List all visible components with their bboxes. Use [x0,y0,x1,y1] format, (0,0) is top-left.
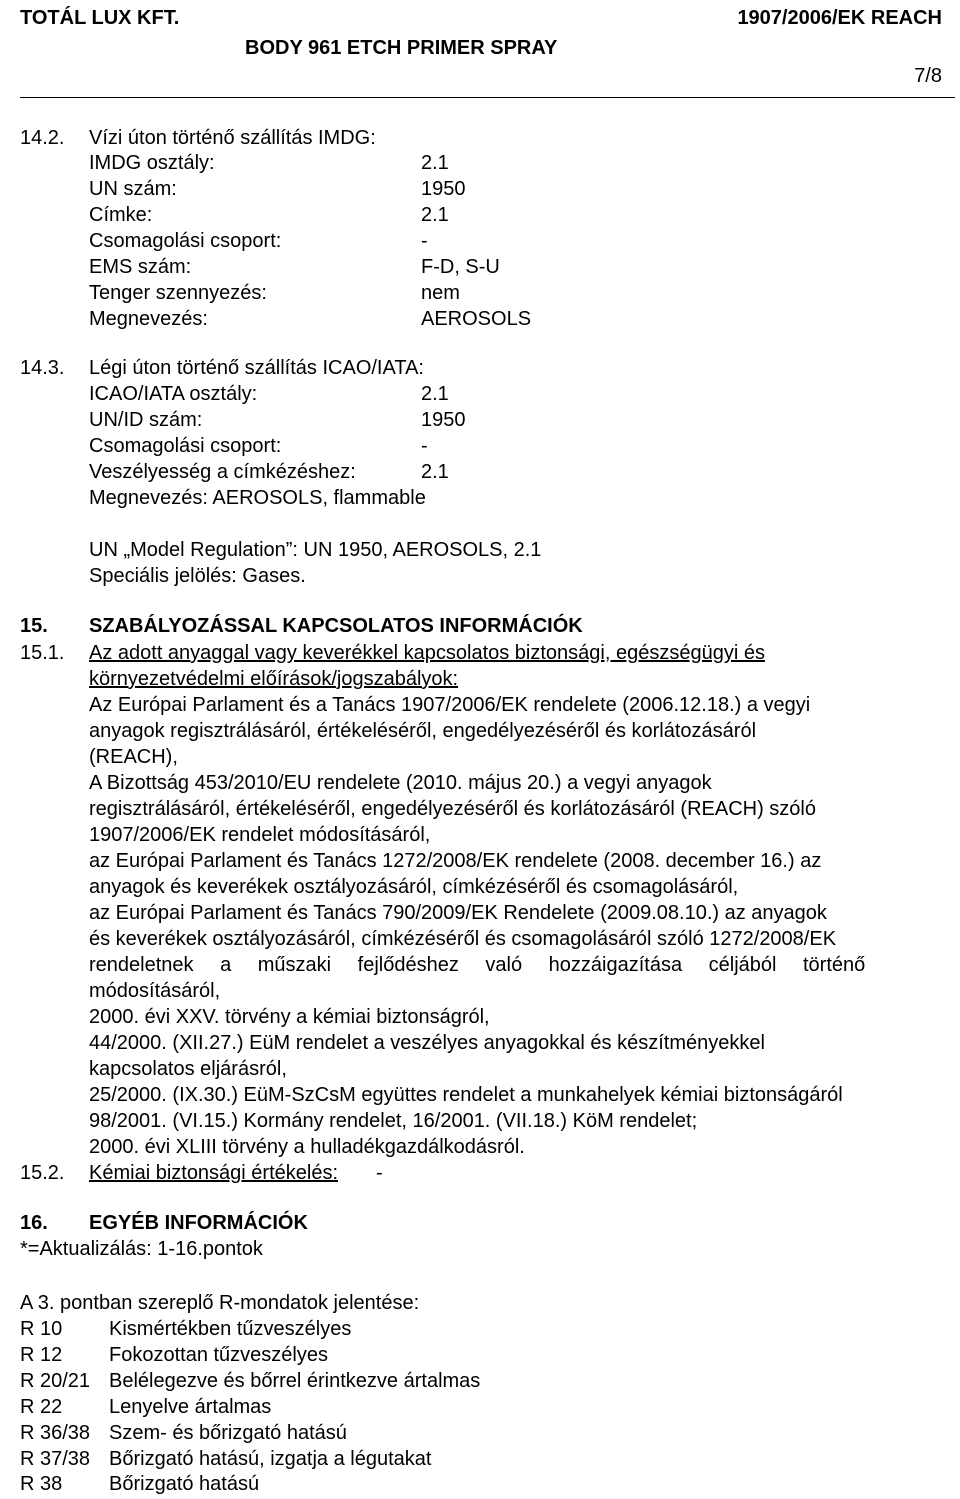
field-label: ICAO/IATA osztály: [89,383,258,405]
field-label: Csomagolási csoport: [89,435,282,457]
r-phrase-code: R 20/21 [20,1370,91,1392]
page-number: 7/8 [914,65,942,87]
regulation-line: (REACH), [89,746,178,768]
field-value: 1950 [421,178,466,200]
field-label: UN/ID szám: [89,409,203,431]
regulation-line: és keverékek osztályozásáról, címkézéséről és csomagolásáról szóló 1272/2008/EK [89,928,837,950]
field-label: Címke: [89,204,153,226]
r-phrase-code: R 38 [20,1473,63,1495]
subsection-number: 15.1. [20,642,65,664]
field-value: - [421,230,428,252]
company-name: TOTÁL LUX KFT. [20,7,180,29]
section-title: SZABÁLYOZÁSSAL KAPCSOLATOS INFORMÁCIÓK [89,615,583,637]
subsection-title: Kémiai biztonsági értékelés: [89,1162,339,1184]
regulation-line: regisztrálásáról, értékeléséről, engedélyezéséről és korlátozásáról (REACH) szóló [89,798,816,820]
field-label: EMS szám: [89,256,192,278]
r-phrase-code: R 12 [20,1344,63,1366]
r-phrase-text: Bőrizgató hatású [109,1473,260,1495]
section-number: 16. [20,1212,48,1234]
r-phrase-text: Fokozottan tűzveszélyes [109,1344,328,1366]
regulation-line: anyagok regisztrálásáról, értékeléséről, engedélyezéséről és korlátozásáról [89,720,757,742]
section-number: 14.3. [20,357,65,379]
section-title: Légi úton történő szállítás ICAO/IATA: [89,357,424,379]
regulation-line: módosításáról, [89,980,221,1002]
un-regulation-line: UN „Model Regulation”: UN 1950, AEROSOLS, 2.1 [89,539,542,561]
field-value: 2.1 [421,461,449,483]
r-phrase-text: Lenyelve ártalmas [109,1396,272,1418]
r-phrase-code: R 37/38 [20,1448,91,1470]
regulation-line: rendeletnek a műszaki fejlődéshez való hozzáigazítása céljából történő [89,954,866,976]
field-value: AEROSOLS [421,308,532,330]
regulation-line: 98/2001. (VI.15.) Kormány rendelet, 16/2001. (VII.18.) KöM rendelet; [89,1110,698,1132]
field-value: 2.1 [421,383,449,405]
regulation-line: Az Európai Parlament és a Tanács 1907/2006/EK rendelete (2006.12.18.) a vegyi [89,694,811,716]
field-value: - [421,435,428,457]
r-phrase-code: R 22 [20,1396,63,1418]
field-label: UN szám: [89,178,177,200]
r-phrases-intro: A 3. pontban szereplő R-mondatok jelentése: [20,1292,420,1314]
r-phrase-code: R 10 [20,1318,63,1340]
section-title: Vízi úton történő szállítás IMDG: [89,127,376,149]
field-value: 1950 [421,409,466,431]
field-label: Tenger szennyezés: [89,282,267,304]
regulation-line: az Európai Parlament és Tanács 790/2009/EK Rendelete (2009.08.10.) az anyagok [89,902,827,924]
field-value: F-D, S-U [421,256,500,278]
regulation-line: 44/2000. (XII.27.) EüM rendelet a veszélyes anyagokkal és készítményekkel [89,1032,765,1054]
product-name: BODY 961 ETCH PRIMER SPRAY [245,37,558,59]
field-label: Megnevezés: [89,308,208,330]
subsection-value: - [376,1162,383,1184]
r-phrase-text: Kismértékben tűzveszélyes [109,1318,352,1340]
regulation-line: A Bizottság 453/2010/EU rendelete (2010. május 20.) a vegyi anyagok [89,772,712,794]
field-label: Veszélyesség a címkézéshez: [89,461,356,483]
field-label: IMDG osztály: [89,152,215,174]
section-title: EGYÉB INFORMÁCIÓK [89,1212,308,1234]
regulation-line: anyagok és keverékek osztályozásáról, címkézéséről és csomagolásáról, [89,876,739,898]
header-divider [20,97,955,98]
update-note: *=Aktualizálás: 1-16.pontok [20,1238,263,1260]
r-phrase-code: R 36/38 [20,1422,91,1444]
regulation-line: 25/2000. (IX.30.) EüM-SzCsM együttes rendelet a munkahelyek kémiai biztonságáról [89,1084,843,1106]
section-number: 14.2. [20,127,65,149]
regulation-line: kapcsolatos eljárásról, [89,1058,287,1080]
special-marking-line: Speciális jelölés: Gases. [89,565,306,587]
field-value: 2.1 [421,204,449,226]
regulation-line: az Európai Parlament és Tanács 1272/2008/EK rendelete (2008. december 16.) az [89,850,822,872]
subsection-number: 15.2. [20,1162,65,1184]
regulation-line: 2000. évi XXV. törvény a kémiai biztonságról, [89,1006,490,1028]
field-value: 2.1 [421,152,449,174]
field-label: Csomagolási csoport: [89,230,282,252]
subsection-title: Az adott anyaggal vagy keverékkel kapcsolatos biztonsági, egészségügyi és [89,642,765,664]
r-phrase-text: Bőrizgató hatású, izgatja a légutakat [109,1448,432,1470]
r-phrase-text: Szem- és bőrizgató hatású [109,1422,347,1444]
field-value: nem [421,282,460,304]
section-number: 15. [20,615,48,637]
subsection-title: környezetvédelmi előírások/jogszabályok: [89,668,459,690]
name-line: Megnevezés: AEROSOLS, flammable [89,487,426,509]
regulation-line: 2000. évi XLIII törvény a hulladékgazdálkodásról. [89,1136,525,1158]
r-phrase-text: Belélegezve és bőrrel érintkezve ártalmas [109,1370,481,1392]
regulation-ref: 1907/2006/EK REACH [737,7,942,29]
regulation-line: 1907/2006/EK rendelet módosításáról, [89,824,431,846]
